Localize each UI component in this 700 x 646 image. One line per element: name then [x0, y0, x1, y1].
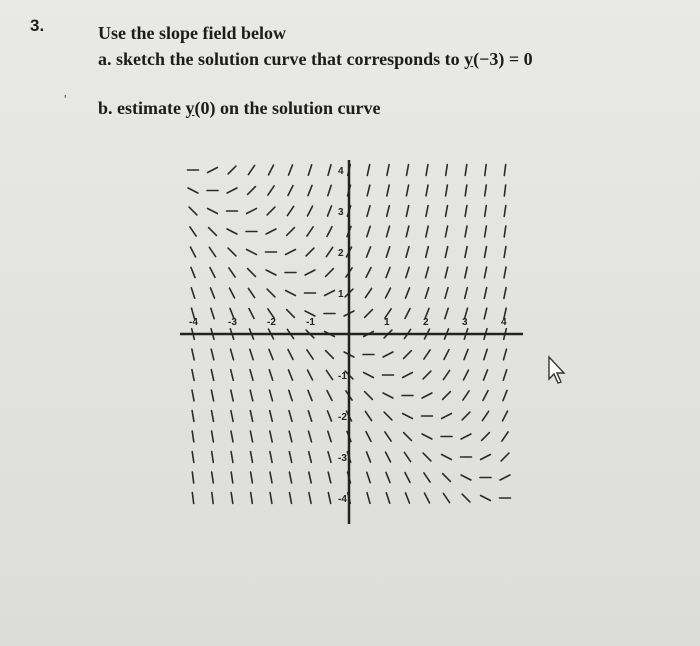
slope-segment [231, 431, 233, 442]
slope-segment [309, 493, 311, 504]
slope-segment [406, 288, 410, 298]
stray-pen-mark: ' [64, 92, 67, 107]
slope-segment [386, 472, 390, 482]
slope-segment [503, 390, 507, 400]
slope-segment [326, 247, 332, 256]
slope-segment [192, 411, 194, 422]
slope-segment [383, 393, 393, 398]
slope-segment [465, 288, 468, 299]
slope-segment [188, 188, 198, 193]
slope-segment [425, 493, 430, 503]
slope-segment [445, 308, 448, 318]
slope-segment [231, 390, 233, 401]
slope-segment [306, 248, 314, 256]
slope-segment [270, 390, 273, 401]
slope-segment [211, 390, 213, 401]
slope-segment [231, 452, 233, 463]
slope-segment [211, 370, 213, 381]
slope-segment [308, 390, 312, 400]
slope-segment [384, 412, 392, 420]
slope-segment [328, 431, 331, 441]
slope-segment [406, 206, 408, 217]
part-b-label: b. [98, 98, 113, 118]
slope-segment [367, 472, 370, 482]
slope-segment [484, 308, 487, 319]
slope-segment [365, 310, 373, 318]
slope-segment [484, 288, 486, 299]
slope-segment [403, 373, 413, 378]
slope-segment [248, 165, 254, 174]
slope-segment [307, 350, 313, 359]
slope-segment [289, 452, 291, 463]
slope-segment [386, 493, 389, 503]
slope-segment [248, 269, 256, 277]
slope-segment [228, 166, 236, 174]
slope-segment [485, 185, 487, 196]
mouse-cursor-icon [547, 355, 569, 385]
slope-segment [422, 434, 432, 439]
slope-segment [327, 391, 332, 401]
slope-segment [404, 452, 410, 461]
slope-segment [464, 349, 468, 359]
slope-segment [227, 188, 237, 193]
slope-segment [423, 371, 431, 379]
slope-segment [446, 206, 448, 217]
slope-segment [407, 165, 409, 176]
slope-segment [305, 270, 315, 275]
slope-segment [191, 247, 196, 257]
slope-segment [365, 288, 371, 297]
slope-segment [288, 186, 293, 196]
x-tick-label: -1 [306, 317, 315, 328]
slope-segment [326, 351, 334, 359]
slope-segment [386, 288, 391, 298]
slope-segment [465, 226, 467, 237]
part-b-text: estimate [117, 98, 181, 118]
slope-segment [248, 288, 254, 297]
slope-segment [305, 311, 315, 316]
y-tick-label: -1 [338, 371, 347, 382]
slope-segment [443, 370, 449, 379]
slope-segment [267, 289, 275, 297]
slope-segment [289, 431, 292, 442]
slope-segment [192, 349, 194, 360]
slope-segment [289, 165, 293, 175]
slope-segment [504, 226, 506, 237]
slope-segment [383, 352, 393, 357]
slope-segment [209, 247, 215, 256]
slope-segment [251, 493, 253, 504]
slope-segment [287, 228, 295, 236]
slope-segment [464, 370, 469, 380]
x-tick-label: 1 [384, 317, 390, 328]
slope-segment [426, 185, 428, 196]
slope-segment [443, 493, 449, 502]
slope-segment [328, 472, 331, 483]
slope-segment [287, 206, 293, 215]
slope-segment [367, 185, 370, 196]
slope-segment [504, 185, 505, 196]
slope-segment [308, 206, 313, 216]
slope-segment [482, 411, 488, 420]
slope-segment [465, 206, 467, 217]
slope-segment [500, 475, 510, 480]
slope-segment [445, 247, 447, 258]
slope-segment [192, 431, 194, 442]
slope-segment [308, 185, 312, 195]
slope-segment [191, 288, 194, 298]
x-tick-label: 2 [423, 317, 429, 328]
slope-segment [287, 310, 295, 318]
slope-segment [426, 206, 428, 217]
slope-segment [249, 309, 254, 319]
slope-segment [422, 393, 432, 398]
y-tick-label: 2 [338, 248, 344, 259]
slope-segment [308, 165, 311, 175]
slope-segment [385, 432, 391, 441]
slope-segment [485, 206, 487, 217]
slope-segment [387, 206, 390, 217]
slope-segment [289, 472, 291, 483]
question-intro: Use the slope field below [98, 23, 286, 43]
slope-segment [269, 370, 272, 380]
slope-segment [461, 475, 471, 480]
slope-segment [443, 392, 451, 400]
slope-segment [404, 433, 412, 441]
slope-segment [465, 165, 467, 176]
slope-segment [230, 288, 235, 298]
y-tick-labels [338, 166, 347, 505]
slope-segment [231, 349, 234, 360]
slope-segment [445, 288, 448, 299]
slope-segment [485, 226, 487, 237]
slope-segment [250, 431, 252, 442]
slope-segment [328, 185, 331, 195]
slope-segment [446, 165, 448, 176]
slope-segment [209, 228, 217, 236]
slope-segment [404, 351, 412, 359]
slope-segment [192, 452, 194, 463]
slope-segment [270, 431, 272, 442]
slope-segment [211, 349, 214, 360]
slope-segment [270, 411, 273, 422]
slope-segment [426, 165, 428, 176]
slope-segment [365, 411, 371, 420]
slope-segment [268, 186, 274, 195]
slope-segment [212, 411, 214, 422]
slope-segment [387, 165, 389, 176]
slope-segment [231, 472, 233, 483]
slope-segment [444, 350, 449, 360]
slope-segment [328, 493, 330, 504]
slope-segment [212, 452, 214, 463]
part-a [98, 49, 533, 70]
y-tick-label: -4 [338, 494, 347, 505]
slope-segment [250, 411, 252, 422]
slope-segment [208, 209, 218, 214]
slope-segment [426, 226, 428, 237]
slope-segment [211, 308, 214, 318]
slope-segment [270, 472, 272, 483]
x-tick-label: -2 [267, 317, 276, 328]
slope-segment [328, 206, 332, 216]
slope-segment [328, 165, 331, 176]
part-b-function: y [185, 98, 195, 118]
slope-segment [426, 267, 429, 278]
x-tick-label: -4 [189, 317, 198, 328]
slope-segment [503, 411, 508, 421]
slope-segment [367, 247, 371, 257]
slope-segment [405, 473, 410, 483]
slope-segment [210, 268, 215, 278]
slope-segment [485, 165, 486, 176]
slope-segment [266, 229, 276, 234]
slope-segment [482, 433, 490, 441]
slope-segment [483, 391, 488, 401]
part-a-function: y [464, 49, 474, 69]
slope-segment [228, 248, 236, 256]
slope-segment [445, 267, 448, 278]
slope-segment [192, 390, 194, 401]
slope-segment [270, 452, 272, 463]
slope-segment [309, 472, 311, 483]
slope-segment [250, 349, 253, 359]
slope-segment [289, 370, 293, 380]
slope-segment [328, 411, 332, 421]
slope-segment [406, 267, 409, 277]
slope-segment [366, 432, 371, 442]
question-number: 3. [30, 16, 45, 35]
slope-segment [365, 392, 373, 400]
slope-segment [504, 288, 506, 299]
slope-segment [504, 206, 506, 217]
y-tick-label: 4 [338, 166, 344, 177]
slope-segment [288, 350, 293, 360]
slope-segment [426, 247, 429, 258]
slope-segment [504, 165, 505, 176]
slope-segment [251, 472, 253, 483]
x-tick-label: 4 [501, 317, 507, 328]
slope-segment [231, 493, 233, 504]
slope-segment [425, 288, 428, 298]
slope-segment [462, 494, 470, 502]
slope-segment [289, 390, 292, 400]
slope-segment [386, 452, 391, 462]
y-tick-label: 1 [338, 289, 344, 300]
slope-segment [231, 370, 234, 381]
slope-segment [270, 493, 272, 504]
slope-segment [325, 291, 335, 296]
part-a-text: sketch the solution curve that corresponds to [116, 49, 460, 69]
slope-segment [309, 452, 312, 463]
slope-segment [247, 250, 257, 255]
slope-segment [250, 390, 253, 401]
y-tick-label: 3 [338, 207, 344, 218]
slope-segment [446, 185, 448, 196]
part-a-label: a. [98, 49, 112, 69]
slope-segment [406, 226, 409, 237]
slope-segment [367, 452, 371, 462]
slope-segment [423, 453, 431, 461]
slope-segment [504, 267, 506, 278]
slope-segment [424, 350, 430, 359]
slope-segment [269, 349, 273, 359]
slope-segment [406, 247, 409, 258]
slope-segment [231, 411, 233, 422]
slope-segment [367, 206, 370, 217]
slope-field [175, 152, 525, 532]
slope-segment [386, 247, 389, 257]
slope-segment [212, 472, 214, 483]
slope-segment [406, 493, 410, 503]
x-tick-label: 3 [462, 317, 468, 328]
slope-segment [462, 412, 470, 420]
slope-segment [403, 414, 413, 419]
slope-segment [367, 226, 370, 236]
y-tick-label: -3 [338, 453, 347, 464]
slope-segment [387, 185, 389, 196]
slope-segment [266, 270, 276, 275]
slope-segment [208, 168, 218, 173]
slope-segment [309, 431, 312, 442]
slope-segment [189, 207, 197, 215]
slope-segment [191, 267, 195, 277]
slope-segment [424, 473, 430, 482]
slope-segment [503, 370, 506, 380]
slope-segment [504, 349, 507, 360]
slope-segment [327, 227, 332, 237]
slope-segment [387, 226, 390, 237]
slope-segment [484, 267, 486, 278]
slope-segment [267, 207, 275, 215]
slope-segment [445, 226, 447, 237]
slope-segment [502, 432, 508, 441]
x-tick-label: -3 [228, 317, 237, 328]
slope-segment [290, 493, 292, 504]
slope-segment [229, 268, 235, 277]
part-a-condition: (−3) = 0 [473, 49, 533, 69]
slope-segment [465, 267, 467, 278]
slope-segment [212, 493, 213, 504]
slope-segment [461, 434, 471, 439]
slope-segment [442, 414, 452, 419]
slope-segment [326, 370, 332, 379]
slope-segment [485, 247, 487, 258]
slope-segment [286, 291, 296, 296]
slope-segment [364, 373, 374, 378]
slope-segment [328, 452, 331, 463]
slope-segment [367, 493, 370, 504]
part-b [98, 98, 380, 119]
y-tick-label: -2 [338, 412, 347, 423]
slope-segment [289, 411, 292, 422]
slope-segment [250, 370, 253, 381]
slope-segment [405, 309, 410, 319]
slope-segment [308, 370, 313, 380]
slope-segment [227, 229, 237, 234]
slope-segment [481, 455, 491, 460]
slope-segment [212, 431, 214, 442]
slope-segment [247, 209, 257, 214]
slope-segment [406, 185, 408, 196]
slope-segment [308, 411, 311, 421]
slope-segment [192, 472, 193, 483]
slope-segment [465, 185, 467, 196]
slope-segment [192, 370, 194, 381]
slope-segment [442, 455, 452, 460]
slope-segment [366, 268, 371, 278]
slope-segment [443, 474, 451, 482]
slope-segment [484, 349, 487, 359]
slope-segment [501, 453, 509, 461]
slope-segment [248, 187, 256, 195]
slope-segment [504, 247, 506, 258]
slope-segment [386, 267, 390, 277]
slope-segment [190, 227, 196, 236]
slope-segment [211, 288, 215, 298]
slope-segment [286, 250, 296, 255]
slope-segment [192, 493, 193, 504]
part-b-rest: (0) on the solution curve [194, 98, 381, 118]
slope-segment [326, 269, 334, 277]
slope-segment [465, 247, 467, 258]
slope-segment [307, 227, 313, 236]
slope-segment [481, 496, 491, 501]
slope-segment [251, 452, 253, 463]
slope-segment [484, 370, 488, 380]
slope-segment [269, 165, 274, 175]
slope-segment [367, 165, 369, 176]
slope-segment [463, 391, 469, 400]
